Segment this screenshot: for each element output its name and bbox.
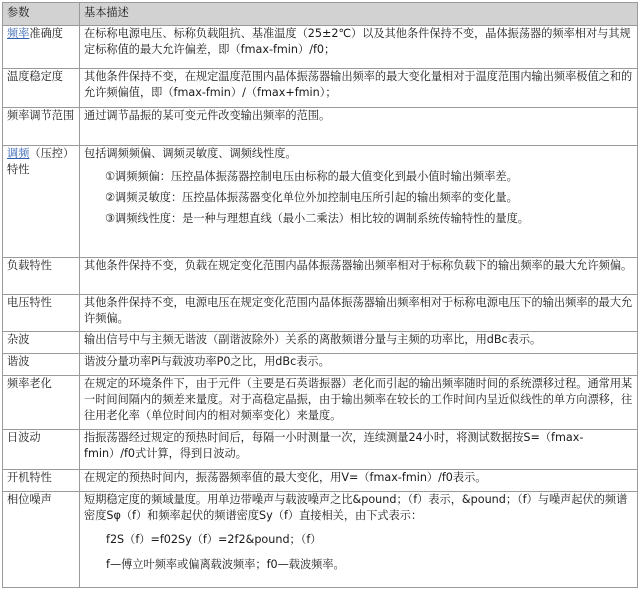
param-cell: 电压特性	[3, 295, 80, 332]
desc-text: 包括调频频偏、调频灵敏度、调频线性度。	[84, 147, 297, 160]
fm-item-1: ①调频频偏：压控晶体振荡器控制电压由标称的最大值变化到最小值时输出频率差。	[105, 170, 518, 183]
table-row	[3, 332, 638, 354]
param-cell: 谐波	[3, 354, 80, 376]
crystal-oscillator-parameter-table	[2, 2, 638, 588]
table-row	[3, 108, 638, 146]
desc-cell: 在规定的预热时间内，振荡器频率值的最大变化，用V=（fmax-fmin）/f0表示。	[80, 470, 638, 492]
desc-cell	[80, 146, 638, 258]
fm-link[interactable]: 调频	[7, 147, 30, 160]
desc-cell: 其他条件保持不变，在规定温度范围内晶体振荡器输出频率的最大变化量相对于温度范围内输出频率极值之和的允许频偏值，即（fmax-fmin）/（fmax+fmin）；	[80, 69, 638, 108]
table-header-row	[3, 3, 638, 26]
param-cell	[3, 26, 80, 69]
table-row	[3, 354, 638, 376]
desc-cell	[80, 492, 638, 588]
fm-item-3: ③调频线性度：是一种与理想直线（最小二乘法）相比较的调制系统传输特性的量度。	[105, 212, 529, 225]
param-cell: 开机特性	[3, 470, 80, 492]
param-cell: 日波动	[3, 430, 80, 470]
param-cell: 负载特性	[3, 258, 80, 295]
fm-item-2: ②调频灵敏度：压控晶体振荡器变化单位外加控制电压所引起的输出频率的变化量。	[105, 191, 518, 204]
desc-cell: 通过调节晶振的某可变元件改变输出频率的范围。	[80, 108, 638, 146]
table-row	[3, 69, 638, 108]
table-row	[3, 26, 638, 69]
table-row	[3, 492, 638, 588]
param-rest: 准确度	[29, 27, 63, 40]
desc-text: 短期稳定度的频域量度。用单边带噪声与载波噪声之比&pound；（f）表示，&pound；（f）与噪声起伏的频谱密度Sφ（f）和频率起伏的频谱密度Sy（f）直接相关，由下式表示：	[84, 493, 628, 522]
desc-cell: 输出信号中与主频无谐波（副谐波除外）关系的离散频谱分量与主频的功率比，用dBc表示。	[80, 332, 638, 354]
param-cell: 相位噪声	[3, 492, 80, 588]
desc-cell: 在标称电源电压、标称负载阻抗、基准温度（25±2℃）以及其他条件保持不变，晶体振荡器的频率相对与其规定标称值的最大允许偏差，即（fmax-fmin）/f0；	[80, 26, 638, 69]
frequency-link[interactable]: 频率	[7, 27, 30, 40]
table-row	[3, 258, 638, 295]
phase-noise-formula: f2S（f）=f02Sy（f）=2f2&pound；（f）	[106, 533, 322, 546]
desc-cell: 指振荡器经过规定的预热时间后，每隔一小时测量一次，连续测量24小时，将测试数据按S=（fmax-fmin）/f0式计算，得到日波动。	[80, 430, 638, 470]
param-cell: 频率调节范围	[3, 108, 80, 146]
table-row	[3, 376, 638, 430]
param-cell: 温度稳定度	[3, 69, 80, 108]
spec-table-container	[2, 2, 637, 599]
table-row	[3, 430, 638, 470]
param-cell	[3, 146, 80, 258]
param-rest: （压控）特性	[7, 147, 75, 176]
desc-cell: 谐波分量功率Pi与载波功率P0之比，用dBc表示。	[80, 354, 638, 376]
desc-cell: 其他条件保持不变，负载在规定变化范围内晶体振荡器输出频率相对于标称负载下的输出频率的最大允许频偏。	[80, 258, 638, 295]
header-description: 基本描述	[80, 3, 638, 26]
header-parameter: 参数	[3, 3, 80, 26]
table-row	[3, 295, 638, 332]
table-row	[3, 146, 638, 258]
phase-noise-legend: f—傅立叶频率或偏离载波频率；f0—载波频率。	[106, 558, 345, 571]
param-cell: 频率老化	[3, 376, 80, 430]
desc-cell: 在规定的环境条件下，由于元件（主要是石英谐振器）老化而引起的输出频率随时间的系统漂移过程。通常用某一时间间隔内的频差来量度。对于高稳定晶振，由于输出频率在较长的工作时间内呈近似线性的单方向漂移，往往用老化率（单位时间内的相对频率变化）来量度。	[80, 376, 638, 430]
desc-cell: 其他条件保持不变，电源电压在规定变化范围内晶体振荡器输出频率相对于标称电源电压下的输出频率的最大允许频偏。	[80, 295, 638, 332]
param-cell: 杂波	[3, 332, 80, 354]
table-row	[3, 470, 638, 492]
